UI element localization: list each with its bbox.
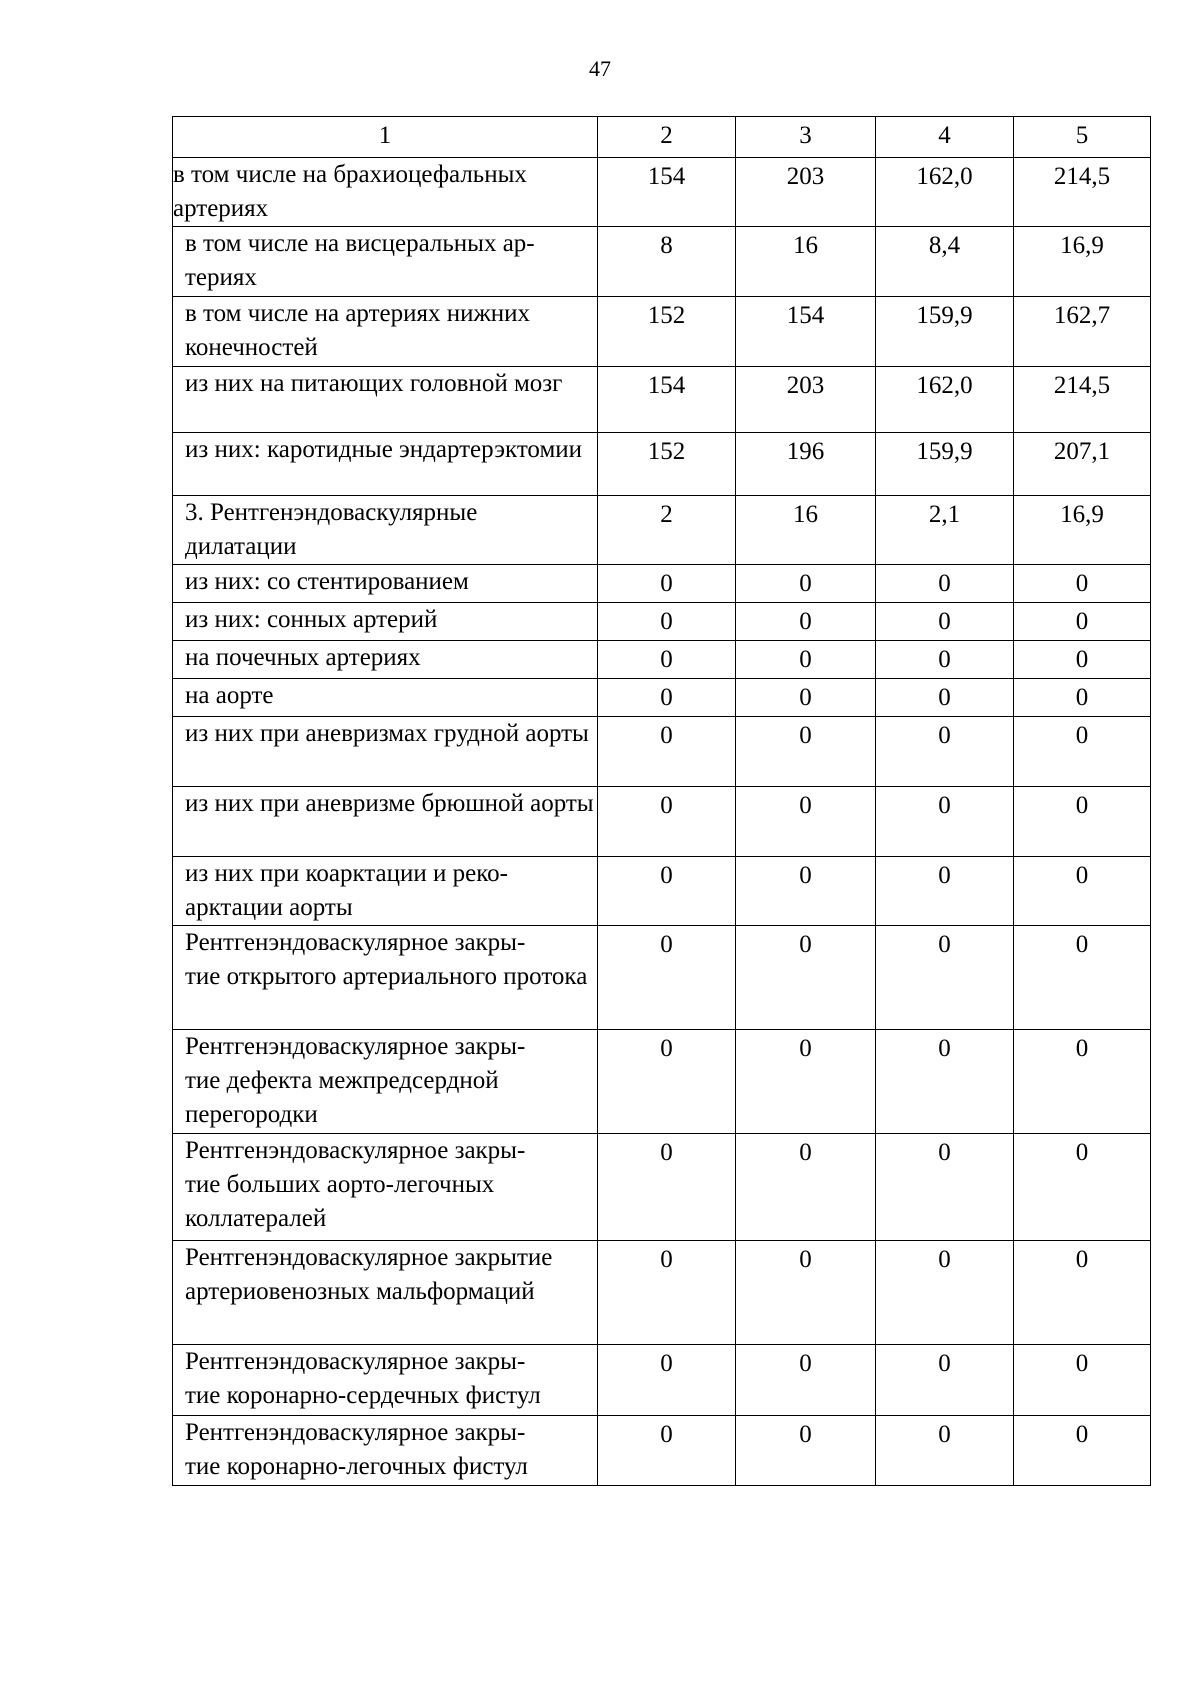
cell-col-5: 0 [1014,679,1151,717]
table-row [173,367,1151,433]
cell-col-4: 0 [876,603,1014,641]
cell-col-3: 0 [736,717,876,787]
cell-col-3: 0 [736,926,876,1030]
cell-col-2: 2 [598,496,736,565]
cell-col-2: 0 [598,926,736,1030]
row-label: Рентгенэндоваскулярное закрытие артериовенозных мальформаций [173,1241,598,1345]
cell-col-3: 0 [736,641,876,679]
cell-col-5: 0 [1014,787,1151,857]
cell-col-2: 0 [598,717,736,787]
table-row [173,641,1151,679]
cell-col-2: 0 [598,1345,736,1416]
column-header-5: 5 [1014,117,1151,158]
cell-col-4: 0 [876,787,1014,857]
cell-col-4: 0 [876,717,1014,787]
cell-col-4: 0 [876,679,1014,717]
cell-col-3: 0 [736,857,876,926]
table-row [173,787,1151,857]
cell-col-3: 16 [736,227,876,297]
cell-col-4: 162,0 [876,158,1014,227]
row-label: Рентгенэндоваскулярное закры- тие больших аорто-легочных коллатералей [173,1134,598,1241]
cell-col-2: 152 [598,297,736,367]
cell-col-4: 159,9 [876,297,1014,367]
header-row [173,117,1151,158]
table-row [173,158,1151,227]
row-label: из них: сонных артерий [173,603,598,641]
column-header-3: 3 [736,117,876,158]
row-label: Рентгенэндоваскулярное закры- тие дефекта межпредсердной перегородки [173,1030,598,1134]
row-label: 3. Рентгенэндоваскулярные дилатации [173,496,598,565]
cell-col-2: 0 [598,603,736,641]
cell-col-2: 0 [598,1030,736,1134]
cell-col-4: 0 [876,1134,1014,1241]
cell-col-2: 0 [598,787,736,857]
cell-col-2: 152 [598,433,736,496]
cell-col-3: 0 [736,1241,876,1345]
cell-col-5: 214,5 [1014,158,1151,227]
cell-col-2: 0 [598,857,736,926]
cell-col-5: 0 [1014,1134,1151,1241]
page-number: 47 [589,56,611,81]
cell-col-2: 0 [598,641,736,679]
cell-col-5: 0 [1014,926,1151,1030]
table-row [173,926,1151,1030]
row-label: в том числе на висцеральных ар- териях [173,227,598,297]
table-row [173,496,1151,565]
cell-col-5: 162,7 [1014,297,1151,367]
cell-col-5: 0 [1014,1345,1151,1416]
table-row [173,433,1151,496]
row-label: Рентгенэндоваскулярное закры- тие коронарно-сердечных фистул [173,1345,598,1416]
cell-col-3: 16 [736,496,876,565]
cell-col-5: 16,9 [1014,227,1151,297]
column-header-2: 2 [598,117,736,158]
cell-col-5: 0 [1014,1030,1151,1134]
table-row [173,1345,1151,1416]
cell-col-3: 196 [736,433,876,496]
row-label: на аорте [173,679,598,717]
row-label: Рентгенэндоваскулярное закры- тие коронарно-легочных фистул [173,1416,598,1486]
cell-col-4: 0 [876,1030,1014,1134]
cell-col-5: 0 [1014,1416,1151,1486]
table-row [173,603,1151,641]
cell-col-3: 0 [736,787,876,857]
cell-col-2: 0 [598,565,736,603]
cell-col-3: 154 [736,297,876,367]
cell-col-3: 0 [736,1416,876,1486]
row-label: из них при аневризме брюшной аорты [173,787,598,857]
cell-col-4: 8,4 [876,227,1014,297]
table-row [173,297,1151,367]
cell-col-4: 0 [876,641,1014,679]
cell-col-5: 0 [1014,565,1151,603]
cell-col-5: 0 [1014,641,1151,679]
cell-col-5: 207,1 [1014,433,1151,496]
column-header-1: 1 [173,117,598,158]
cell-col-2: 154 [598,158,736,227]
cell-col-5: 0 [1014,603,1151,641]
cell-col-4: 159,9 [876,433,1014,496]
cell-col-4: 0 [876,857,1014,926]
table-row [173,857,1151,926]
cell-col-3: 0 [736,1134,876,1241]
cell-col-3: 203 [736,367,876,433]
data-table [172,116,1151,1486]
cell-col-2: 0 [598,679,736,717]
cell-col-3: 0 [736,679,876,717]
table-row [173,1030,1151,1134]
cell-col-4: 0 [876,1416,1014,1486]
row-label: в том числе на брахиоцефальных артериях [173,158,598,227]
row-label: из них на питающих головной мозг [173,367,598,433]
cell-col-3: 0 [736,1345,876,1416]
cell-col-2: 8 [598,227,736,297]
cell-col-3: 0 [736,603,876,641]
table-body [173,158,1151,1486]
cell-col-3: 203 [736,158,876,227]
cell-col-4: 0 [876,565,1014,603]
cell-col-4: 0 [876,1241,1014,1345]
row-label: Рентгенэндоваскулярное закры- тие открытого артериального протока [173,926,598,1030]
cell-col-5: 0 [1014,717,1151,787]
table-row [173,565,1151,603]
table-row [173,1134,1151,1241]
cell-col-5: 214,5 [1014,367,1151,433]
table-row [173,679,1151,717]
cell-col-5: 16,9 [1014,496,1151,565]
cell-col-4: 0 [876,926,1014,1030]
row-label: на почечных артериях [173,641,598,679]
column-header-4: 4 [876,117,1014,158]
row-label: из них при коарктации и реко- арктации аорты [173,857,598,926]
table-row [173,1416,1151,1486]
cell-col-2: 154 [598,367,736,433]
row-label: из них при аневризмах грудной аорты [173,717,598,787]
cell-col-2: 0 [598,1416,736,1486]
row-label: из них: со стентированием [173,565,598,603]
cell-col-5: 0 [1014,1241,1151,1345]
cell-col-4: 0 [876,1345,1014,1416]
cell-col-4: 2,1 [876,496,1014,565]
cell-col-3: 0 [736,1030,876,1134]
cell-col-3: 0 [736,565,876,603]
row-label: из них: каротидные эндартерэктомии [173,433,598,496]
row-label: в том числе на артериях нижних конечностей [173,297,598,367]
cell-col-4: 162,0 [876,367,1014,433]
table-row [173,227,1151,297]
cell-col-2: 0 [598,1241,736,1345]
cell-col-2: 0 [598,1134,736,1241]
cell-col-5: 0 [1014,857,1151,926]
table-row [173,1241,1151,1345]
table-row [173,717,1151,787]
